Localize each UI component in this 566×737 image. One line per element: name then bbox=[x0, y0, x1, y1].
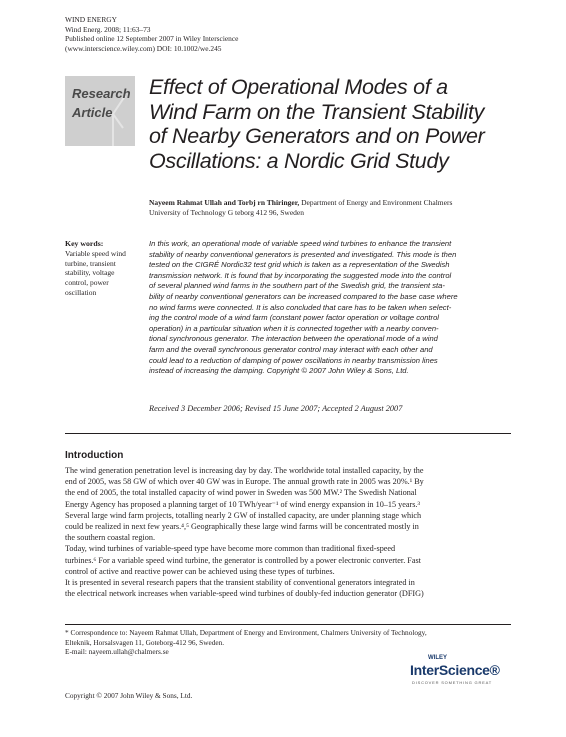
body-line: Today, wind turbines of variable-speed type have become more common than traditional fixed-speed bbox=[65, 544, 396, 554]
wiley-interscience-logo bbox=[400, 655, 520, 689]
keyword-line: Variable speed wind bbox=[65, 248, 126, 258]
abstract-line: ing the control mode of a wind farm (constant power factor operation or voltage control bbox=[149, 313, 439, 323]
abstract-line: tional synchronous generator. The interaction between the operational mode of a wind bbox=[149, 334, 438, 344]
doi-line: (www.interscience.wiley.com) DOI: 10.1002/we.245 bbox=[65, 43, 222, 53]
abstract-line: no wind farms were connected. It is also concluded that care has to be taken when select- bbox=[149, 302, 452, 312]
correspondence-footnote bbox=[65, 628, 515, 657]
author-affiliation: Department of Energy and Environment Chalmers bbox=[299, 198, 453, 207]
keywords-heading: Key words: bbox=[65, 239, 104, 248]
body-line: could be realized in next few years.⁴,⁵ Geographically these large wind farms will be concentrated mostly in bbox=[65, 522, 419, 532]
body-line: control of active and reactive power can be achieved using these types of turbines. bbox=[65, 566, 335, 576]
abstract-line: could lead to a reduction of damping of power oscillations in nearby transmission lines bbox=[149, 355, 438, 365]
title-line: of Nearby Generators and on Power bbox=[149, 124, 485, 148]
author-block bbox=[149, 198, 529, 218]
logo-top-text: WILEY bbox=[428, 655, 447, 661]
body-line: Several large wind farm projects, totalling nearly 2 GW of installed capacity, are under planning stage which bbox=[65, 510, 422, 520]
body-line: turbines.⁶ For a variable speed wind turbine, the generator is controlled by a power electronic converter. Fast bbox=[65, 555, 421, 565]
body-line: end of 2005, was 58 GW of which over 40 GW was in Europe. The annual growth rate in 2005 was 20%.¹ By bbox=[65, 477, 424, 487]
footnote-line: * Correspondence to: Nayeem Rahmat Ullah, Department of Energy and Environment, Chalmers University of Technology, bbox=[65, 628, 427, 637]
title-line: Wind Farm on the Transient Stability bbox=[149, 99, 485, 124]
abstract bbox=[149, 239, 504, 377]
paper-title bbox=[149, 75, 549, 173]
title-line: Effect of Operational Modes of a bbox=[149, 75, 448, 99]
abstract-line: of several planned wind farms in the southern part of the Swedish grid, the transient sta- bbox=[149, 281, 445, 291]
abstract-line: farm and the overall synchronous generator control may interact with each other and bbox=[149, 344, 433, 354]
footnote-line: Elteknik, Horsalsvagen 11, Goteborg-412 96, Sweden. bbox=[65, 637, 225, 647]
body-line: the southern coastal region. bbox=[65, 533, 156, 543]
keyword-line: oscillation bbox=[65, 287, 97, 297]
article-type-line2: Article bbox=[72, 105, 113, 120]
abstract-line: In this work, an operational mode of variable speed wind turbines to enhance the transient bbox=[149, 239, 452, 248]
abstract-line: transmission network. It is found that by incorporating the suggested mode into the control bbox=[149, 270, 452, 280]
abstract-line: tested on the CIGRÉ Nordic32 test grid which is taken as a representation of the Swedish bbox=[149, 260, 450, 270]
introduction-body bbox=[65, 465, 511, 599]
journal-name: WIND ENERGY bbox=[65, 15, 117, 24]
abstract-line: stability of nearby conventional generators is presented and investigated. This mode is then bbox=[149, 249, 457, 259]
article-type-box bbox=[65, 76, 135, 146]
journal-citation: Wind Energ. 2008; 11:63–73 bbox=[65, 24, 151, 34]
logo-tagline: DISCOVER SOMETHING GREAT bbox=[412, 680, 493, 685]
footnote-divider bbox=[65, 624, 511, 625]
body-line: The wind generation penetration level is increasing day by day. The worldwide total installed capacity, by the bbox=[65, 466, 424, 475]
copyright-notice: Copyright © 2007 John Wiley & Sons, Ltd. bbox=[65, 691, 193, 700]
footnote-line: E-mail: nayeem.ullah@chalmers.se bbox=[65, 647, 169, 656]
published-line: Published online 12 September 2007 in Wiley Interscience bbox=[65, 34, 239, 44]
body-line: the electrical network increases when variable-speed wind turbines of doubly-fed induction generator (DFIG) bbox=[65, 589, 424, 599]
author-affiliation-line2: University of Technology G teborg 412 96, Sweden bbox=[149, 208, 305, 217]
section-divider bbox=[65, 433, 511, 434]
journal-header bbox=[65, 15, 238, 53]
keyword-line: stability, voltage bbox=[65, 268, 115, 278]
abstract-line: instead of increasing the damping. Copyright © 2007 John Wiley & Sons, Ltd. bbox=[149, 366, 409, 376]
body-line: the end of 2005, the total installed capacity of wind power in Sweden was 500 MW.² The Swedish National bbox=[65, 488, 417, 498]
abstract-line: operation) in a particular situation when it is connected together with a nearby conven- bbox=[149, 323, 439, 333]
abstract-line: bility of nearby conventional generators can be increased compared to the base case where bbox=[149, 291, 458, 301]
author-names: Nayeem Rahmat Ullah and Torbj rn Thiringer, bbox=[149, 198, 300, 207]
introduction-heading: Introduction bbox=[65, 450, 124, 461]
body-line: It is presented in several research papers that the transient stability of conventional generators integrated in bbox=[65, 578, 415, 588]
keyword-line: control, power bbox=[65, 278, 109, 288]
keyword-line: turbine, transient bbox=[65, 258, 116, 268]
body-line: Energy Agency has proposed a planning target of 10 TWh/year⁻¹ of wind energy expansion in 10–15 years.³ bbox=[65, 499, 420, 509]
title-line: Oscillations: a Nordic Grid Study bbox=[149, 148, 449, 173]
received-dates: Received 3 December 2006; Revised 15 June 2007; Accepted 2 August 2007 bbox=[149, 404, 403, 413]
logo-main-text: InterScience® bbox=[410, 662, 500, 678]
keywords-block bbox=[65, 239, 139, 298]
article-type-line1: Research bbox=[72, 86, 131, 101]
